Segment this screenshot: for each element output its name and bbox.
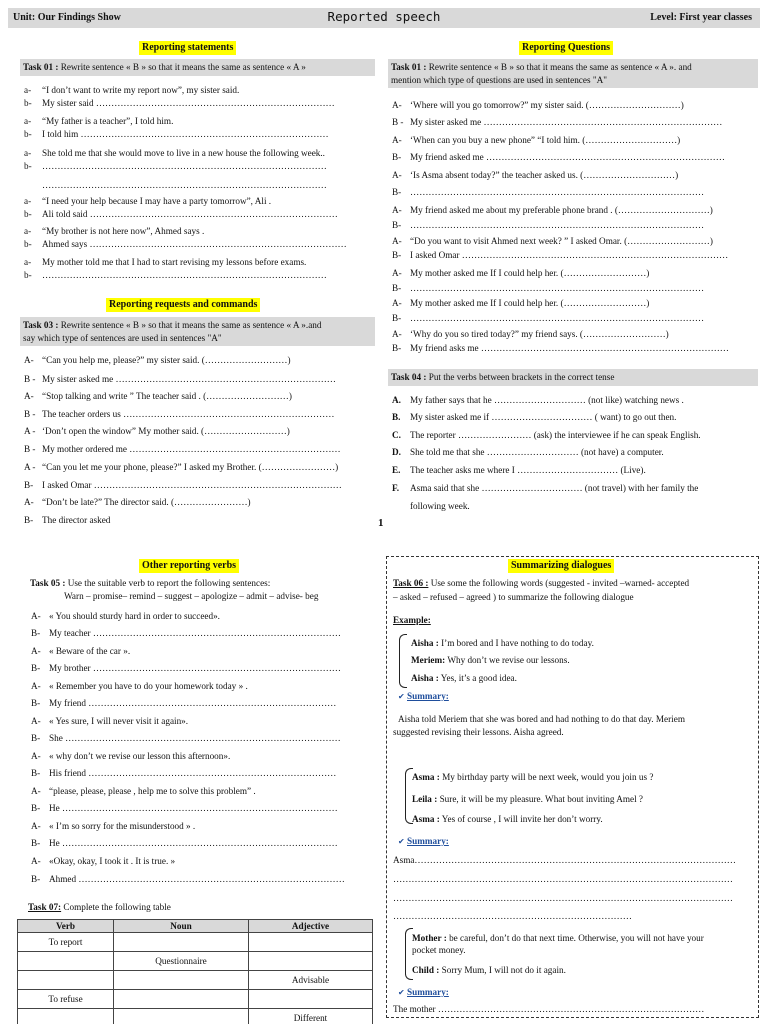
noun-cell [114,990,249,1009]
dialogue-text: pocket money. [412,945,466,955]
item-text: Ahmed …………………………………………………………………………… [49,874,345,884]
task-text: Use some the following words (suggested - invited –warned- accepted [430,578,690,588]
item-marker: A- [31,751,41,761]
exercise-line [31,803,338,814]
exercise-line [392,465,646,476]
header-bar [8,8,760,28]
exercise-line [31,611,220,622]
dialogue-text: Sorry Mum, I will not do it again. [441,965,566,975]
exercise-line [24,148,325,159]
item-text: The teacher asks me where I …………………………… (Live). [410,465,646,475]
verb-list: Warn – promise– remind – suggest – apologize – admit – advise- beg [64,591,319,601]
exercise-line [392,283,704,294]
speaker-name: Aisha : [411,673,439,683]
item-text: ‘Where will you go tomorrow?” my sister said. (…………………………) [410,100,684,110]
item-text: ‘Don’t open the window” My mother said. (………………………) [42,426,290,436]
exercise-line [24,98,335,109]
item-text: ………………………………………………………………………………… [42,270,327,280]
exercise-line [392,268,649,279]
item-text: ‘Why do you so tired today?” my friend says. (………………………) [410,329,669,339]
item-text: I told him ……………………………………………………………………… [42,129,329,139]
item-text: …………………………………………………………………………………… [410,313,704,323]
summary-label: Summary: [407,691,449,701]
exercise-line [24,444,341,455]
task-06-instructions [393,578,689,589]
item-marker: A. [392,395,401,405]
dialogue-line [412,794,643,805]
item-text: My mother ordered me …………………………………………………………… [42,444,341,454]
item-marker: b- [24,98,32,108]
item-text: “please, please, please , help me to solve this problem” . [49,786,256,796]
item-text: My friend asked me about my preferable phone brand . (…………………………) [410,205,713,215]
item-text: My friend ……………………………………………………………………… [49,698,337,708]
item-text: following week. [410,501,470,511]
item-text: ‘Is Asma absent today?” the teacher asked us. (…………………………) [410,170,679,180]
item-marker: A- [392,329,402,339]
exercise-line [392,236,713,247]
exercise-line [24,462,338,473]
verb-cell [18,971,114,990]
col-header-verb: Verb [18,920,114,933]
item-text: I asked Omar …………………………………………………………………………… [410,250,729,260]
task-01-instructions [20,59,375,76]
noun-cell [114,933,249,952]
item-text: «Okay, okay, I took it . It is true. » [49,856,176,866]
task-label: Task 07: [28,902,62,912]
exercise-line [24,180,327,191]
item-text: His friend ……………………………………………………………………… [49,768,337,778]
item-marker: A- [392,170,402,180]
task-text: Put the verbs between brackets in the correct tense [428,372,615,382]
item-text: « Beware of the car ». [49,646,131,656]
item-text: “Do you want to visit Ahmed next week? ” I asked Omar. (………………………) [410,236,713,246]
verb-cell: To report [18,933,114,952]
item-marker: B- [392,250,402,260]
task-label: Task 06 : [393,578,429,588]
item-marker: b- [24,209,32,219]
item-text: My sister said …………………………………………………………………… [42,98,335,108]
item-text: ………………………………………………………………………………… [42,180,327,190]
dialogue-line [411,655,570,666]
exercise-line [392,205,713,216]
exercise-line [24,116,173,127]
exercise-line [392,430,701,441]
item-text: She told me that she ………………………… (not have) a computer. [410,447,664,457]
task-text: Use the suitable verb to report the following sentences: [67,578,271,588]
table-row [18,952,373,971]
exercise-line [24,196,271,207]
item-marker: B. [392,412,401,422]
exercise-line [392,220,704,231]
item-marker: B - [392,117,404,127]
col-header-noun: Noun [114,920,249,933]
dialogue-brace [399,634,407,688]
dialogue-text: My birthday party will be next week, would you join us ? [442,772,654,782]
exercise-line [31,646,130,657]
item-marker: B- [31,874,41,884]
exercise-line [392,343,729,354]
exercise-line [392,117,722,128]
task-05-instructions [30,578,270,589]
item-text: « You should sturdy hard in order to succeed». [49,611,220,621]
task-06-instructions-2: – asked – refused – agreed ) to summarize the following dialogue [393,592,634,602]
item-marker: B- [392,187,402,197]
exercise-line [24,480,342,491]
task-04-instructions [388,369,758,386]
summary-label: Summary: [407,836,449,846]
item-marker: B- [392,283,402,293]
item-marker: B - [24,444,36,454]
item-marker: A- [392,205,402,215]
dialogue-line [411,638,594,649]
exercise-line [31,628,341,639]
dialogue-line [412,933,704,944]
page-title: Reported speech [327,9,441,24]
item-marker: A- [31,681,41,691]
item-text: ‘When can you buy a new phone” “I told him. (…………………………) [410,135,681,145]
task-text: Complete the following table [63,902,171,912]
dialogue-line [411,673,517,684]
item-text: “Don’t be late?” The director said. (……………………) [42,497,251,507]
unit-label: Unit: Our Findings Show [13,12,121,23]
exercise-line [31,716,188,727]
item-text: She ……………………………………………………………………………… [49,733,341,743]
item-marker: E. [392,465,401,475]
task-label: Task 03 : [23,320,59,330]
item-marker: A- [31,646,41,656]
item-text: My mother asked me If I could help her. (………………………) [410,298,650,308]
task-text-2: say which type of sentences are used in sentences "A" [23,332,222,343]
item-marker: a- [24,226,32,236]
speaker-name: Meriem: [411,655,446,665]
item-text: “Stop talking and write ” The teacher said . (………………………) [42,391,292,401]
item-text: …………………………………………………………………………………… [410,220,704,230]
task-label: Task 04 : [391,372,427,382]
item-text: “Can you let me your phone, please?” I asked my Brother. (……………………) [42,462,339,472]
item-marker: B- [24,515,34,525]
dialogue-text: Why don’t we revise our lessons. [447,655,570,665]
dialogue-3-answer-line: The mother …………………………………………………………………………… [393,1004,705,1014]
exercise-line [24,129,329,140]
item-marker: F. [392,483,400,493]
item-text: Ahmed says ………………………………………………………………………… [42,239,347,249]
exercise-line [392,412,676,423]
dialogue-text: Sure, it will be my pleasure. What bout inviting Amel ? [439,794,644,804]
exercise-line [392,313,704,324]
exercise-line [24,515,110,526]
item-marker: A- [31,716,41,726]
item-text: « why don’t we revise our lesson this afternoon». [49,751,231,761]
summary-heading-2 [398,836,449,847]
item-text: “My father is a teacher”, I told him. [42,116,174,126]
item-text: He ……………………………………………………………………………… [49,838,338,848]
item-text: My friend asked me …………………………………………………………………… [410,152,725,162]
verb-cell [18,952,114,971]
answer-line: Asma…………………………………………………………………………………………… [393,855,736,865]
task-label: Task 05 : [30,578,66,588]
noun-cell [114,1009,249,1024]
dialogue-text: be careful, don’t do that next time. Otherwise, you will not have your [449,933,704,943]
item-marker: B - [24,409,36,419]
check-icon: ✔ [398,837,405,846]
speaker-name: Asma : [412,814,440,824]
item-marker: B- [31,803,41,813]
item-marker: a- [24,116,32,126]
item-marker: B- [31,838,41,848]
item-text: “I need your help because I may have a party tomorrow”, Ali . [42,196,272,206]
exercise-line [24,257,306,268]
item-text: My teacher ……………………………………………………………………… [49,628,341,638]
exercise-line [24,497,251,508]
dialogue-line [412,945,466,956]
exercise-line [31,856,175,867]
exercise-line [392,483,698,494]
item-marker: b- [24,239,32,249]
exercise-line [24,85,239,96]
word-forms-table [17,919,373,1024]
item-marker: B- [392,152,402,162]
item-marker: C. [392,430,401,440]
item-marker: A- [392,298,402,308]
exercise-line [31,698,336,709]
item-text: The director asked [42,515,111,525]
exercise-line [31,733,341,744]
exercise-line [392,152,725,163]
example-label: Example: [393,615,431,625]
exercise-line [392,187,704,198]
item-marker: A- [31,786,41,796]
speaker-name: Child : [412,965,440,975]
item-text: My father says that he ………………………… (not like) watching news . [410,395,684,405]
summary-heading-3 [398,987,449,998]
section-title-other-reporting-verbs: Other reporting verbs [139,559,239,573]
adjective-cell [249,933,373,952]
col-header-adjective: Adjective [249,920,373,933]
example-summary-line-2: suggested revising their lessons. Aisha agreed. [393,727,564,737]
level-label: Level: First year classes [650,12,752,23]
item-marker: B- [31,628,41,638]
exercise-line [31,663,341,674]
exercise-line [392,100,684,111]
exercise-line [24,374,336,385]
item-text: « Yes sure, I will never visit it again». [49,716,189,726]
item-text: My mother told me that I had to start revising my lessons before exams. [42,257,307,267]
item-marker: a- [24,85,32,95]
summary-label: Summary: [407,987,449,997]
item-text: My brother ……………………………………………………………………… [49,663,341,673]
item-text: My sister asked me …………………………………………………………………… [410,117,723,127]
item-marker: A- [24,355,34,365]
exercise-line [31,786,256,797]
item-marker: A- [31,821,41,831]
exercise-line [31,768,336,779]
exercise-line [392,135,680,146]
check-icon: ✔ [398,692,405,701]
exercise-line [24,391,292,402]
item-marker: a- [24,148,32,158]
item-marker: A- [31,611,41,621]
adjective-cell [249,990,373,1009]
section-title-reporting-statements: Reporting statements [139,41,236,55]
item-text: …………………………………………………………………………………… [410,187,704,197]
item-text: My sister asked me if …………………………… ( want) to go out then. [410,412,677,422]
item-marker: B- [31,698,41,708]
item-text: “Can you help me, please?” my sister said. (………………………) [42,355,291,365]
item-marker: A - [24,426,36,436]
summary-heading [398,691,449,702]
item-text: He ……………………………………………………………………………… [49,803,338,813]
section-title-summarizing-dialogues: Summarizing dialogues [508,559,614,573]
item-text: « Remember you have to do your homework today » . [49,681,248,691]
item-marker: B- [31,663,41,673]
dialogue-text: I’m bored and I have nothing to do today. [441,638,594,648]
table-row [18,990,373,1009]
speaker-name: Aisha : [411,638,439,648]
item-text: …………………………………………………………………………………… [410,283,704,293]
table-row [18,971,373,990]
task-text-2: mention which type of questions are used in sentences "A" [391,74,607,85]
task-text: Rewrite sentence « B » so that it means the same as sentence « A ». and [428,62,692,72]
item-text: My sister asked me ……………………………………………………………… [42,374,336,384]
item-marker: A- [392,100,402,110]
section-title-requests-commands: Reporting requests and commands [106,298,260,312]
task-text: Rewrite sentence « B » so that it means the same as sentence « A » [60,62,306,72]
exercise-line [24,209,338,220]
item-text: Asma said that she …………………………… (not travel) with her family the [410,483,699,493]
item-marker: A- [392,135,402,145]
task-label: Task 01 : [23,62,59,72]
check-icon: ✔ [398,988,405,997]
exercise-line [392,501,470,512]
exercise-line [392,298,649,309]
exercise-line [31,751,230,762]
example-summary-line-1: Aisha told Meriem that she was bored and had nothing to do that day. Meriem [398,714,685,724]
exercise-line [31,874,345,885]
task-label: Task 01 : [391,62,427,72]
item-marker: B - [24,374,36,384]
task-07-instructions [28,902,171,913]
item-marker: a- [24,257,32,267]
exercise-line [24,270,327,281]
table-header-row [18,920,373,933]
adjective-cell: Advisable [249,971,373,990]
item-text: Ali told said ……………………………………………………………………… [42,209,338,219]
item-marker: B- [392,313,402,323]
item-marker: D. [392,447,401,457]
item-marker: A - [24,462,36,472]
exercise-line [24,426,290,437]
item-marker: B- [31,768,41,778]
item-marker: B- [24,480,34,490]
noun-cell [114,971,249,990]
item-marker: A- [31,856,41,866]
exercise-line [392,170,678,181]
item-text: « I’m so sorry for the misunderstood » . [49,821,196,831]
item-marker: a- [24,196,32,206]
item-marker: B- [392,343,402,353]
item-marker: A- [24,391,34,401]
item-marker: B- [31,733,41,743]
exercise-line [392,395,684,406]
item-marker: A- [392,236,402,246]
verb-cell: To refuse [18,990,114,1009]
adjective-cell: Different [249,1009,373,1024]
item-text: The teacher orders us …………………………………………………………… [42,409,335,419]
item-text: My friend asks me ……………………………………………………………………… [410,343,729,353]
exercise-line [24,239,347,250]
item-text: She told me that she would move to live in a new house the following week.. [42,148,325,158]
item-marker: b- [24,129,32,139]
item-text: The reporter …………………… (ask) the interviewee if he can speak English. [410,430,701,440]
item-marker: B- [392,220,402,230]
item-text: “My brother is not here now”, Ahmed says . [42,226,205,236]
exercise-line [31,838,338,849]
answer-line: ………………………………………………………………………………………………… [393,893,733,903]
item-text: I asked Omar ……………………………………………………………………… [42,480,342,490]
task-01-questions-instructions [388,59,758,88]
table-row [18,1009,373,1024]
section-title-reporting-questions: Reporting Questions [519,41,613,55]
adjective-cell [249,952,373,971]
dialogue-line [412,814,603,825]
answer-line: ………………………………………………………………………………………………… [393,874,733,884]
exercise-line [392,250,728,261]
dialogue-line [412,772,653,783]
answer-line: …………………………………………………………………… [393,911,632,921]
exercise-line [31,681,248,692]
exercise-line [31,821,195,832]
item-text: My mother asked me If I could help her. (………………………) [410,268,650,278]
task-03-instructions [20,317,375,346]
exercise-line [392,329,669,340]
dialogue-line [412,965,566,976]
speaker-name: Mother : [412,933,447,943]
item-marker: A- [24,497,34,507]
dialogue-text: Yes, it’s a good idea. [440,673,517,683]
dialogue-text: Yes of course , I will invite her don’t worry. [441,814,603,824]
exercise-line [24,409,334,420]
exercise-line [392,447,664,458]
item-text: ………………………………………………………………………………… [42,161,327,171]
item-marker: b- [24,161,32,171]
exercise-line [24,355,291,366]
noun-cell: Questionnaire [114,952,249,971]
speaker-name: Leila : [412,794,438,804]
item-marker: A- [392,268,402,278]
page-number: 1 [378,517,384,529]
speaker-name: Asma : [412,772,440,782]
exercise-line [24,226,204,237]
exercise-line [24,161,327,172]
verb-cell [18,1009,114,1024]
item-marker: b- [24,270,32,280]
table-row [18,933,373,952]
task-text: Rewrite sentence « B » so that it means the same as sentence « A ».and [60,320,322,330]
item-text: “I don’t want to write my report now”, my sister said. [42,85,240,95]
